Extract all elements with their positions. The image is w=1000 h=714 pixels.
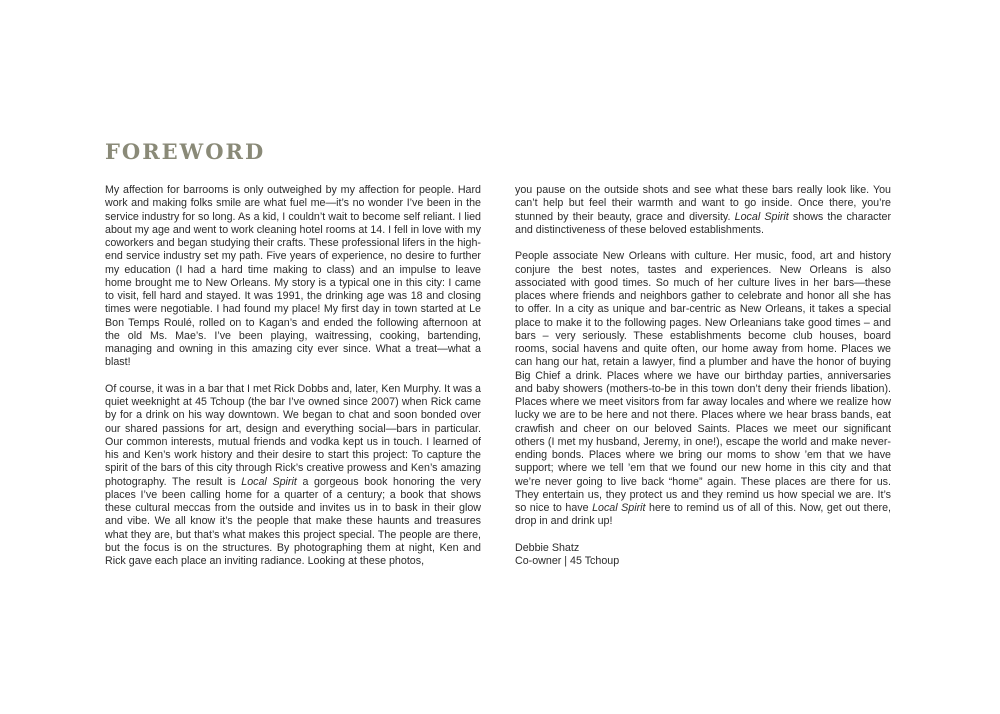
right-column bbox=[515, 184, 891, 568]
paragraph-text: shows the character and distinctiveness of these beloved establishments. bbox=[515, 210, 891, 236]
paragraph-text: here to remind us of all of this. Now, get out there, drop in and drink up! bbox=[515, 502, 891, 528]
paragraph-text: you pause on the outside shots and see what these bars really look like. You can’t help but feel their warmth and want to go inside. Once there, you’re stunned by their beauty, grace and diversity. bbox=[515, 184, 891, 223]
left-column bbox=[105, 184, 481, 568]
book-title: Local Spirit bbox=[734, 210, 789, 223]
paragraph: My affection for barrooms is only outweighed by my affection for people. Hard work and making folks smile are what fuel me—it’s no wonder I’ve been in the service industry for so long. As a kid, I couldn’t wait to become self reliant. I lied about my age and went to work cleaning hotel rooms at 14. I fell in love with my coworkers and began studying their crafts. These professional lifers in the high-end service industry set my path. Five years of experience, no desire to further my education (I had a hard time making to class) and an impulse to leave home brought me to New Orleans. My story is a typical one in this city: I came to visit, fell hard and stayed. It was 1991, the drinking age was 18 and closing times were negotiable. I had found my place! My first day in town started at Le Bon Temps Roulé, rolled on to Kagan’s and ended the following afternoon at the old Ms. Mae’s. I’ve been playing, waitressing, cooking, bartending, managing and owning in this amazing city ever since. What a treat—what a blast! bbox=[105, 184, 481, 369]
paragraph bbox=[515, 250, 891, 528]
page-title: FOREWORD bbox=[105, 139, 266, 164]
paragraph bbox=[515, 184, 891, 237]
paragraph bbox=[105, 383, 481, 569]
paragraph-text: Of course, it was in a bar that I met Rick Dobbs and, later, Ken Murphy. It was a quiet weeknight at 45 Tchoup (the bar I’ve owned since 2007) when Rick came by for a drink on his way downtown. We began to chat and soon bonded over our shared passions for art, design and everything social—bars in particular. Our common interests, mutual friends and vodka kept us in touch. I learned of his and Ken’s work history and their desire to start this project: To capture the spirit of the bars of this city through Rick’s creative prowess and Ken’s amazing photography. The result is bbox=[105, 382, 481, 488]
book-title: Local Spirit bbox=[592, 502, 646, 514]
signature bbox=[515, 542, 891, 569]
signature-name: Debbie Shatz bbox=[515, 541, 580, 554]
book-title: Local Spirit bbox=[241, 475, 297, 488]
signature-title: Co-owner | 45 Tchoup bbox=[515, 555, 620, 567]
paragraph-text: a gorgeous book honoring the very places I’ve been calling home for a quarter of a century; a book that shows these cultural meccas from the outside and invites us in to bask in their glow and vibe. We all know it’s the people that make these haunts and treasures what they are, but that’s what makes this project special. The people are there, but the focus is on the structures. By photographing them at night, Ken and Rick gave each place an inviting radiance. Looking at these photos, bbox=[105, 475, 481, 567]
paragraph-text: People associate New Orleans with culture. Her music, food, art and history conjure the best notes, tastes and experiences. New Orleans is also associated with good times. So much of her culture lives in her bars—these places where friends and neighbors gather to celebrate and honor all she has to offer. In a city as unique and bar-centric as New Orleans, it takes a special place to make it to the following pages. New Orleanians take good times – and bars – very seriously. These establishments become club houses, board rooms, social havens and quite often, our home away from home. Places we can hang our hat, retain a lawyer, find a plumber and have the honor of buying Big Chief a drink. Places where we have our birthday parties, anniversaries and baby showers (mothers-to-be in this town don’t deny their friends libation). Places where we meet visitors from far away locales and where we realize how lucky we are to be here and not there. Places where we hear brass bands, eat crawfish and cheer on our beloved Saints. Places we meet our significant others (I met my husband, Jeremy, in one!), escape the world and make never-ending bonds. Places where we bring our moms to show ’em that we have support; where we tell ’em that we found our new home in this city and that we’re never going to live back “home” again. These places are there for us. They entertain us, they protect us and they remind us how special we are. It’s so nice to have bbox=[515, 250, 891, 514]
